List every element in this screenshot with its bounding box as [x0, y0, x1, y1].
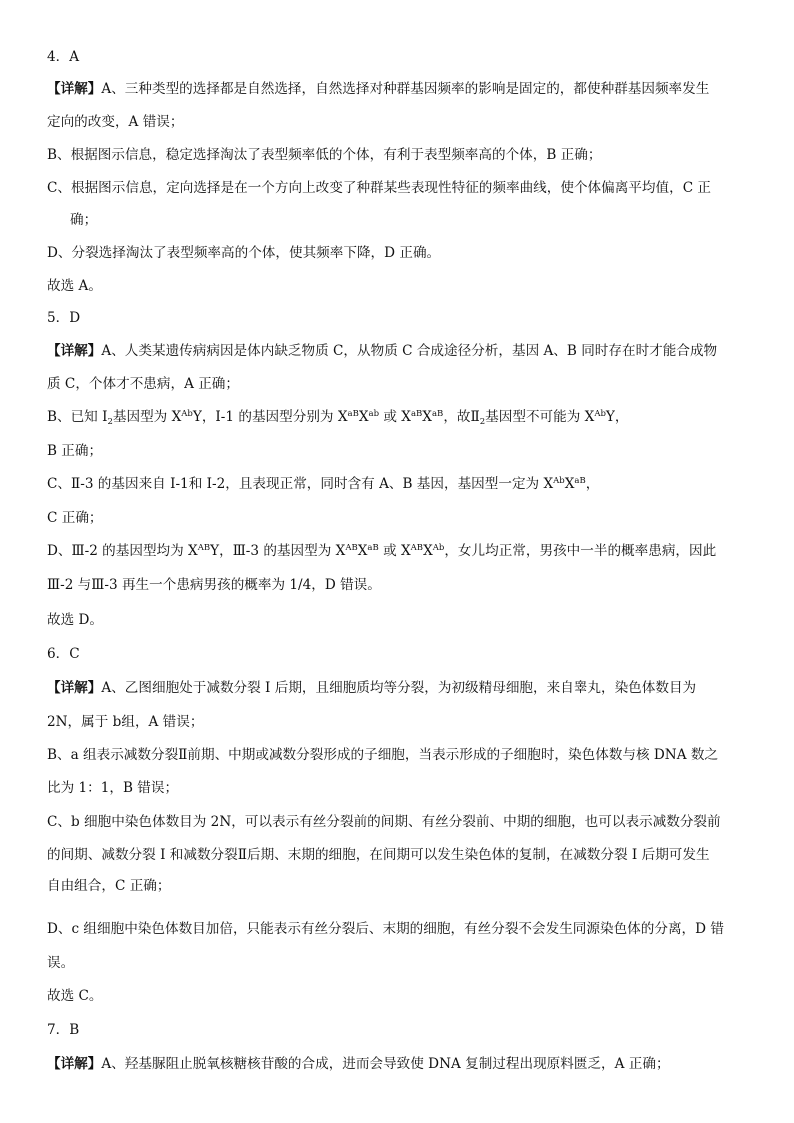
q4-number: 4．A — [47, 49, 80, 65]
q7-detail-tag: 【详解】 — [47, 1056, 102, 1072]
q4-option-a-line2: 定向的改变，A 错误； — [47, 114, 184, 130]
q5-option-a-line1: 【详解】A、人类某遗传病病因是体内缺乏物质 C，从物质 C 合成途径分析，基因 A、B 同时存在时才能合成物 — [47, 343, 718, 359]
q4-option-c-line2: 确； — [70, 212, 98, 228]
q5-option-c-line1: C、Ⅱ-3 的基因来自 I-1和 I-2，且表现正常，同时含有 A、B 基因，基因型一定为 $X^{Ab}X^{aB}$， — [47, 476, 600, 492]
q5-option-d-line1: D、Ⅲ-2 的基因型均为 $X^{AB}Y$，Ⅲ-3 的基因型为 $X^{AB}X^{aB}$ 或 $X^{AB}X^{Ab}$，女儿均正常，男孩中一半的概率患病，因此 — [47, 543, 717, 559]
q4-option-d: D、分裂选择淘汰了表型频率高的个体，使其频率下降，D 正确。 — [47, 245, 441, 261]
q4-option-a-line1: 【详解】A、三种类型的选择都是自然选择，自然选择对种群基因频率的影响是固定的，都使种群基因频率发生 — [47, 81, 710, 97]
q5-number: 5．D — [47, 310, 81, 326]
q6-detail-tag: 【详解】 — [47, 680, 102, 696]
q5-option-b-line1: B、已知 $I_2$基因型为 $X^{Ab}Y$，Ⅰ-1 的基因型分别为 $X^{aB}X^{ab}$ 或 $X^{aB}X^{aB}$，故$Ⅱ_2$基因型不可能为 $X^{Ab}Y$， — [47, 409, 629, 427]
q6-number: 6．C — [47, 646, 80, 662]
q6-option-d-line2: 误。 — [47, 955, 75, 971]
q4-option-c-line1: C、根据图示信息，定向选择是在一个方向上改变了种群某些表现性特征的频率曲线，使个体偏离平均值，C 正 — [47, 180, 712, 196]
q5-detail-tag: 【详解】 — [47, 343, 102, 359]
q5-option-a-line2: 质 C，个体才不患病，A 正确； — [47, 376, 239, 392]
q6-option-b-line2: 比为 1：1，B 错误； — [47, 780, 179, 796]
q6-option-c-line2: 的间期、减数分裂 I 和减数分裂Ⅱ后期、末期的细胞，在间期可以发生染色体的复制，在减数分裂 I 后期可发生 — [47, 847, 710, 863]
q6-option-c-line3: 自由组合，C 正确； — [47, 878, 171, 894]
q6-option-d-line1: D、c 组细胞中染色体数目加倍，只能表示有丝分裂后、末期的细胞，有丝分裂不会发生同源染色体的分离，D 错 — [47, 921, 724, 937]
q6-option-a-line1: 【详解】A、乙图细胞处于减数分裂 I 后期，且细胞质均等分裂，为初级精母细胞，来自睾丸，染色体数目为 — [47, 680, 697, 696]
q5-option-c-line2: C 正确； — [47, 510, 103, 526]
q6-option-a-line2: 2N，属于 b组，A 错误； — [47, 714, 204, 730]
q4-option-b: B、根据图示信息，稳定选择淘汰了表型频率低的个体，有利于表型频率高的个体，B 正确； — [47, 147, 602, 163]
q7-number: 7．B — [47, 1022, 80, 1038]
q6-answer: 故选 C。 — [47, 988, 103, 1004]
q5-option-d-line2: Ⅲ-2 与Ⅲ-3 再生一个患病男孩的概率为 1/4，D 错误。 — [47, 577, 381, 593]
q5-answer: 故选 D。 — [47, 612, 104, 628]
q4-answer: 故选 A。 — [47, 278, 102, 294]
q6-option-b-line1: B、a 组表示减数分裂Ⅱ前期、中期或减数分裂形成的子细胞，当表示形成的子细胞时，染色体数与核 DNA 数之 — [47, 747, 719, 763]
q4-detail-tag: 【详解】 — [47, 81, 102, 97]
q5-option-b-line2: B 正确； — [47, 443, 103, 459]
q6-option-c-line1: C、b 细胞中染色体数目为 2N，可以表示有丝分裂前的间期、有丝分裂前、中期的细胞，也可以表示减数分裂前 — [47, 814, 721, 830]
q7-option-a-line1: 【详解】A、羟基脲阻止脱氧核糖核苷酸的合成，进而会导致使 DNA 复制过程出现原料匮乏，A 正确； — [47, 1056, 670, 1072]
